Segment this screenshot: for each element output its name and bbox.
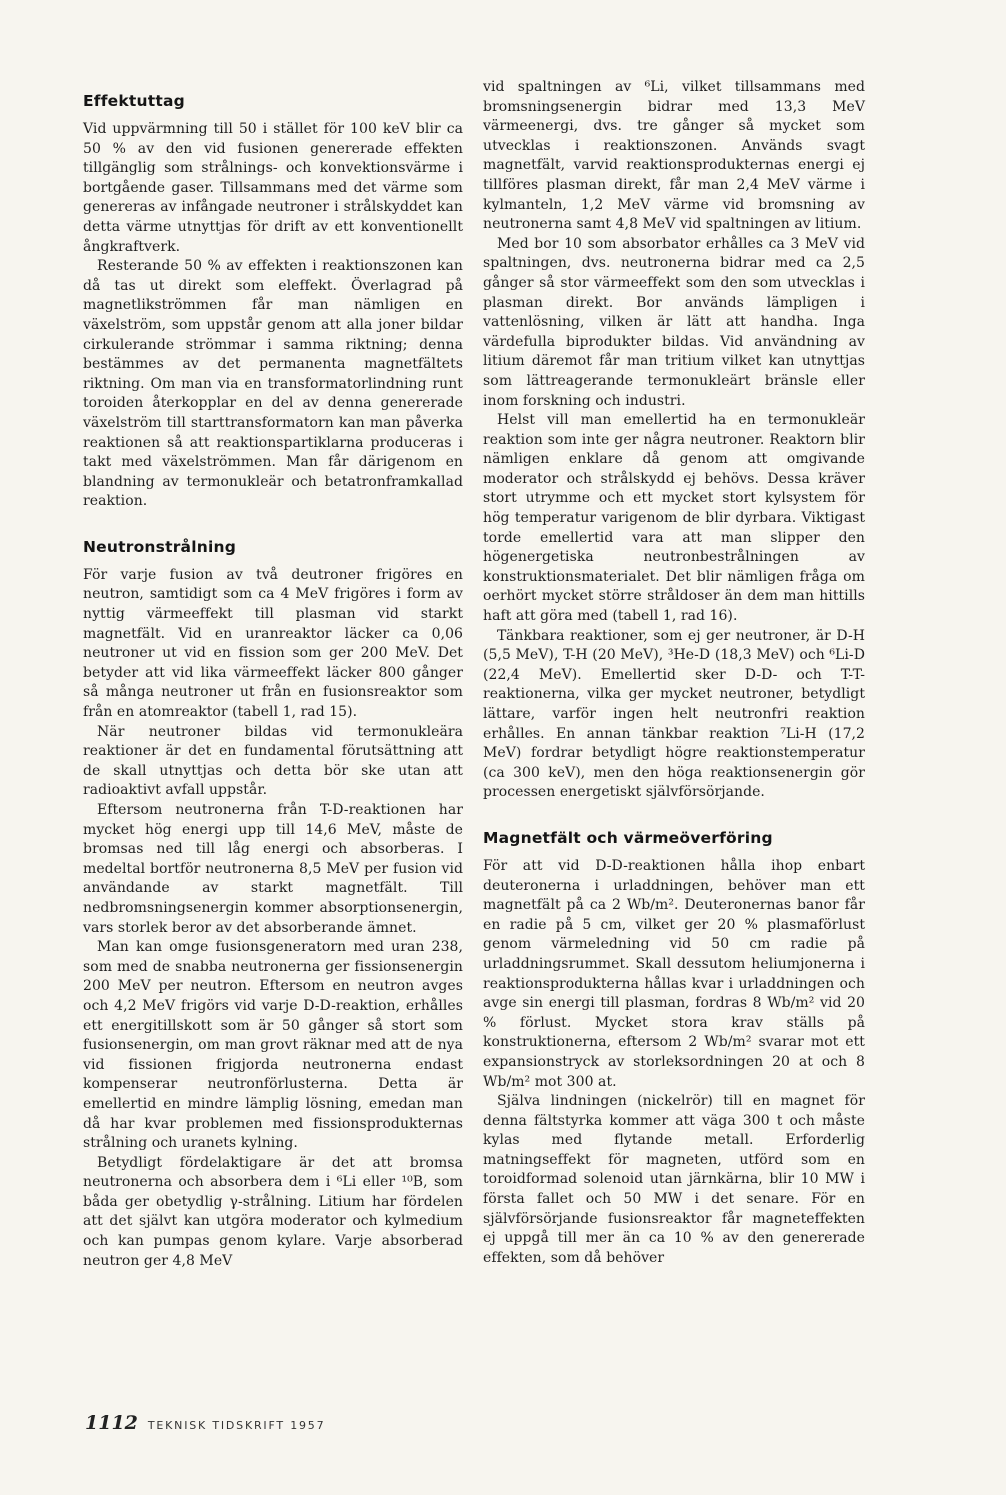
paragraph: Eftersom neutronerna från T-D-reaktionen har mycket hög energi upp till 14,6 MeV, måste de bromsas ned till låg energi och absorberas. I medeltal bortför neutronerna 8,5 MeV per fusion vid användande av starkt magnetfält. Till nedbromsningsenergin kommer absorptionsenergin, vars storlek beror av det absorberande ämnet.	[83, 802, 463, 936]
paragraph: För att vid D-D-reaktionen hålla ihop enbart deuteronerna i urladdningen, behöver man ett magnetfält på ca 2 Wb/m². Deuteronernas banor får en radie på 5 cm, vilket ger 20 % plasmaförlust genom värmeledning vid 50 cm radie på urladdningsrummet. Skall dessutom heliumjonerna i reaktionsprodukterna hållas kvar i urladdningen och avge sin energi till plasman, fordras 8 Wb/m² vid 20 % förlust. Mycket stora krav ställs på konstruktionerna, eftersom 2 Wb/m² svarar mot ett expansionstryck av storleksordningen 20 at och 8 Wb/m² mot 300 at.	[483, 857, 865, 1090]
paragraph: Tänkbara reaktioner, som ej ger neutroner, är D-H (5,5 MeV), T-H (20 MeV), ³He-D (18,3 MeV) och ⁶Li-D (22,4 MeV). Emellertid sker D-D- och T-T-reaktionerna, vilka ger mycket neutroner, betydligt lättare, varför ingen helt neutronfri reaktion erhålles. En annan tänkbar reaktion ⁷Li-H (17,2 MeV) fordrar betydligt högre reaktionstemperatur (ca 300 keV), men den höga reaktionsenergin gör processen energetiskt självförsörjande.	[483, 627, 865, 801]
paragraph: När neutroner bildas vid termonukleära reaktioner är det en fundamental förutsättning att de skall utnyttjas och detta bör ske utan att radioaktivt avfall uppstår.	[83, 723, 463, 799]
paragraph: Med bor 10 som absorbator erhålles ca 3 MeV vid spaltningen, dvs. neutronerna bidrar med ca 2,5 gånger så stor värmeeffekt som den som utvecklas i plasman direkt. Bor används lämpligen i vattenlösning, vilken är lätt att handha. Inga värdefulla biprodukter bildas. Vid användning av litium däremot får man tritium vilket kan utnyttjas som lättreagerande termonukleärt bränsle eller inom forskning och industri.	[483, 235, 865, 409]
page-number: 1112	[85, 1412, 138, 1434]
paragraph: Resterande 50 % av effekten i reaktionszonen kan då tas ut direkt som eleffekt. Överlagrad på magnetlikströmmen får man nämligen en växelström, som uppstår genom att alla joner bildar cirkulerande strömmar i samma riktning; denna bestämmes av det permanenta magnetfältets riktning. Om man via en transformatorlindning runt toroiden återkopplar en del av denna genererade växelström till starttransformatorn kan man påverka reaktionen så att reaktionspartiklarna produceras i takt med växelströmmen. Man får därigenom en blandning av termonukleär och betatronframkallad reaktion.	[83, 258, 463, 510]
page-footer	[85, 1412, 325, 1434]
section-heading-magnetfalt: Magnetfält och värmeöverföring	[483, 828, 773, 847]
right-column	[483, 78, 865, 1268]
paragraph: Vid uppvärmning till 50 i stället för 100 keV blir ca 50 % av den vid fusionen genererade effekten tillgänglig som strålnings- och konvektionsvärme i bortgående gaser. Tillsammans med det värme som genereras av infångade neutroner i strålskyddet kan detta värme utnyttjas för drift av ett konventionellt ångkraftverk.	[83, 121, 463, 255]
paragraph: Helst vill man emellertid ha en termonukleär reaktion som inte ger några neutroner. Reaktorn blir nämligen enklare då genom att omgivande moderator och strålskydd ej behövs. Dessa kräver stort utrymme och ett mycket stort kylsystem för hög temperatur varigenom de blir dyrbara. Viktigast torde emellertid vara att man slipper den högenergetiska neutronbestrålningen av konstruktionsmaterialet. Det blir nämligen fråga om oerhört mycket större stråldoser än dem man hittills haft att göra med (tabell 1, rad 16).	[483, 412, 865, 625]
paragraph: Själva lindningen (nickelrör) till en magnet för denna fältstyrka kommer att väga 300 t och måste kylas med flytande metall. Erforderlig matningseffekt för magneten, utförd som en toroidformad solenoid utan järnkärna, blir 10 MW i första fallet och 50 MW i det senare. För en självförsörjande fusionsreaktor får magneteffekten ej uppgå till mer än ca 10 % av den genererade effekten, som då behöver	[483, 1093, 865, 1266]
paragraph: vid spaltningen av ⁶Li, vilket tillsammans med bromsningsenergin bidrar med 13,3 MeV värmeenergi, dvs. tre gånger så mycket som utvecklas i reaktionszonen. Används svagt magnetfält, varvid reaktionsprodukternas energi ej tillföres plasman direkt, får man 2,4 MeV värme i kylmanteln, 1,2 MeV värme vid bromsning av neutronerna samt 4,8 MeV vid spaltningen av litium.	[483, 79, 865, 233]
section-heading-neutronstralning: Neutronstrålning	[83, 537, 236, 556]
left-column	[83, 92, 463, 1271]
journal-title: TEKNISK TIDSKRIFT 1957	[147, 1419, 326, 1432]
paragraph: Betydligt fördelaktigare är det att bromsa neutronerna och absorbera dem i ⁶Li eller ¹⁰B, som båda ger obetydlig γ-strålning. Litium har fördelen att det självt kan utgöra moderator och kylmedium och kan pumpas genom kylare. Varje absorberad neutron ger 4,8 MeV	[83, 1154, 463, 1269]
paragraph: För varje fusion av två deutroner frigöres en neutron, samtidigt som ca 4 MeV frigöres i form av nyttig värmeeffekt till plasman vid starkt magnetfält. Vid en uranreaktor läcker ca 0,06 neutroner ut vid en fission som ger 200 MeV. Det betyder att vid lika värmeeffekt läcker 800 gånger så många neutroner ut från en fusionsreaktor som från en atomreaktor (tabell 1, rad 15).	[83, 566, 463, 721]
paragraph: Man kan omge fusionsgeneratorn med uran 238, som med de snabba neutronerna ger fissionsenergin 200 MeV per neutron. Eftersom en neutron avges och 4,2 MeV frigörs vid varje D-D-reaktion, erhålles ett energitillskott som är 50 gånger så stort som fusionsenergin, om man grovt räknar med att de nya vid fissionen frigjorda neutronerna endast kompenserar neutronförlusterna. Detta är emellertid en mindre lämplig lösning, emedan man då har kvar problemen med fissionsprodukternas strålning och uranets kylning.	[83, 939, 463, 1152]
section-heading-effektuttag: Effektuttag	[83, 92, 185, 110]
